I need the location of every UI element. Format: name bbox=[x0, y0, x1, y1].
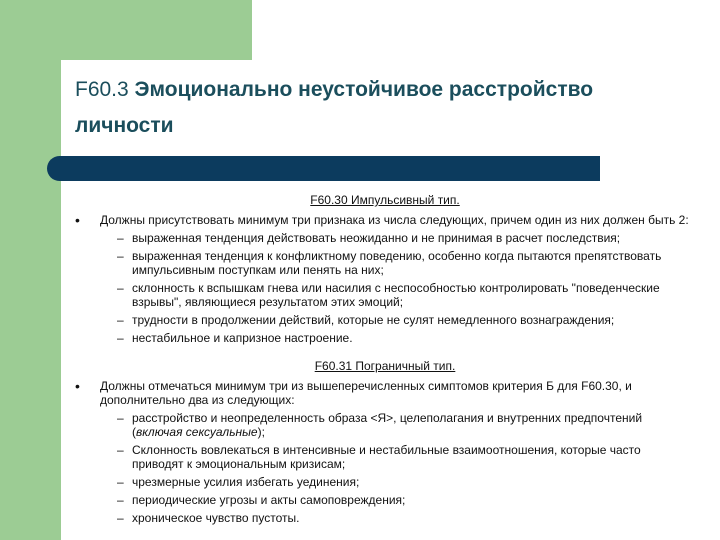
dash-item bbox=[75, 249, 695, 277]
bullet-icon: • bbox=[75, 378, 80, 394]
dash-item bbox=[75, 493, 695, 507]
bullet-text: Должны присутствовать минимум три признака из числа следующих, причем один из них должен быть 2: bbox=[100, 213, 689, 227]
dash-text: чрезмерные усилия избегать уединения; bbox=[132, 475, 360, 489]
dash-item bbox=[75, 511, 695, 525]
dash-text: склонность к вспышкам гнева или насилия с неспособностью контролировать "поведенческие взрывы", являющиеся результатом этих эмоций; bbox=[132, 281, 660, 309]
dash-text: выраженная тенденция к конфликтному поведению, особенно когда пытаются препятствовать импульсивным поступкам или пенять на них; bbox=[132, 249, 662, 277]
bullet-text: Должны отмечаться минимум три из вышеперечисленных симптомов критерия Б для F60.30, и дополнительно два из следующих: bbox=[100, 379, 632, 407]
bullet-item bbox=[75, 379, 695, 407]
dash-icon: – bbox=[117, 493, 124, 507]
dash-text-italic: включая сексуальные bbox=[136, 425, 258, 439]
dash-item bbox=[75, 313, 695, 327]
dash-text: трудности в продолжении действий, которые не сулят немедленного вознаграждения; bbox=[132, 313, 615, 327]
dash-icon: – bbox=[117, 443, 124, 457]
dash-item bbox=[75, 281, 695, 309]
dash-icon: – bbox=[117, 313, 124, 327]
dash-item bbox=[75, 475, 695, 489]
dash-icon: – bbox=[117, 331, 124, 345]
left-green-band bbox=[0, 0, 61, 540]
dash-icon: – bbox=[117, 411, 124, 425]
dash-text: Склонность вовлекаться в интенсивные и нестабильные взаимоотношения, которые часто приводят к эмоциональным кризисам; bbox=[132, 443, 641, 471]
dash-item bbox=[75, 443, 695, 471]
title-divider-bar bbox=[47, 156, 600, 181]
dash-text: выраженная тенденция действовать неожиданно и не принимая в расчет последствия; bbox=[132, 231, 621, 245]
dash-text: периодические угрозы и акты самоповреждения; bbox=[132, 493, 406, 507]
slide-title bbox=[75, 72, 695, 144]
dash-icon: – bbox=[117, 249, 124, 263]
dash-icon: – bbox=[117, 281, 124, 295]
dash-text: хроническое чувство пустоты. bbox=[132, 511, 300, 525]
dash-item bbox=[75, 411, 695, 439]
bullet-item bbox=[75, 213, 695, 227]
top-green-band bbox=[0, 0, 252, 60]
dash-text: расстройство и неопределенность образа <Я>, целеполагания и внутренних предпочтений ( bbox=[132, 411, 643, 439]
dash-icon: – bbox=[117, 511, 124, 525]
dash-icon: – bbox=[117, 475, 124, 489]
dash-item bbox=[75, 231, 695, 245]
dash-text: ); bbox=[257, 425, 265, 439]
bullet-icon: • bbox=[75, 212, 80, 228]
slide-body bbox=[75, 193, 695, 525]
dash-icon: – bbox=[117, 231, 124, 245]
dash-text: нестабильное и капризное настроение. bbox=[132, 331, 353, 345]
dash-item bbox=[75, 331, 695, 345]
section-heading-impulsive: F60.30 Импульсивный тип. bbox=[310, 193, 460, 207]
title-code: F60.3 bbox=[75, 78, 129, 101]
section-heading-borderline: F60.31 Пограничный тип. bbox=[314, 359, 456, 373]
title-name: Эмоционально неустойчивое расстройство личности bbox=[75, 78, 594, 137]
